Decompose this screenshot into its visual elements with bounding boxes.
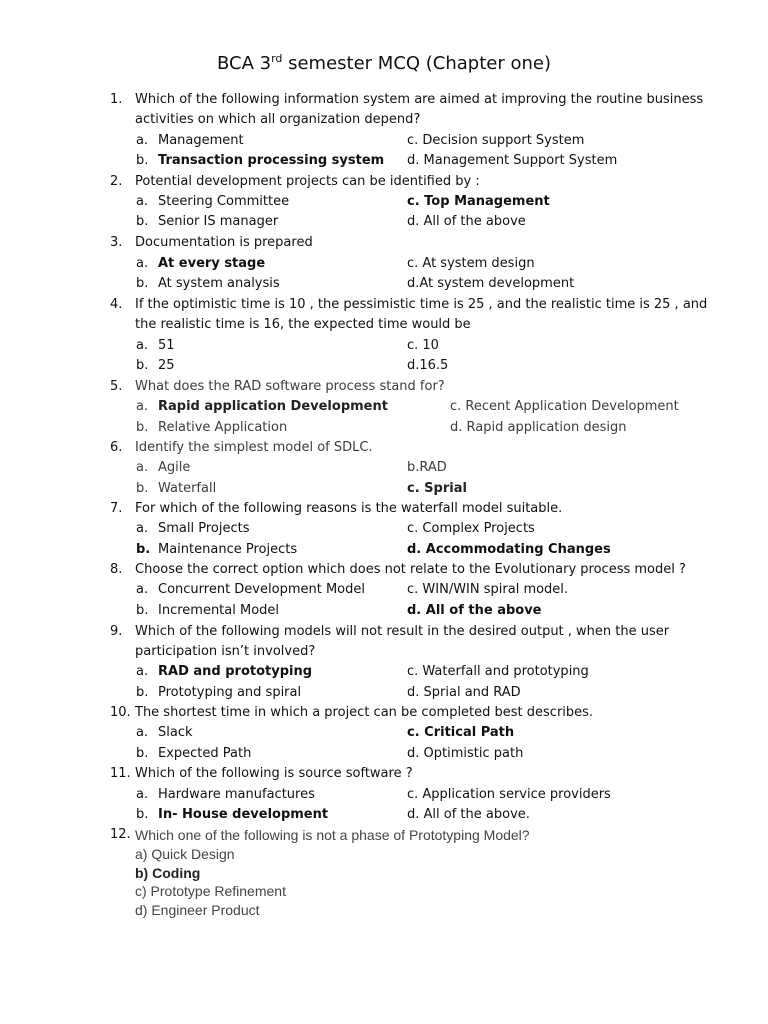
question-4-text-cont: the realistic time is 16, the expected time would be: [135, 317, 471, 332]
question-9-text-cont: participation isn’t involved?: [135, 644, 316, 659]
question-1-text-cont: activities on which all organization depend?: [135, 112, 421, 127]
document-page: BCA 3rd semester MCQ (Chapter one) 1. Which of the following information system are aimed at improving the routine business activities on which all organization depend? a. Management c. Decision support System b. Transaction processing system d. Management Support System 2. Potential development projects can be identified by : a. Steering Committee c. Top Management b. Senior IS manager d. All of the above 3. Documentation is prepared a. At every stage c. At system design b. At system analysis d.At system development 4. If the optimistic time is 10 , the pessimistic time is 25 , and the realistic time is 25 , and the realistic time is 16, the expected time would be a. 51 c. 10 b. 25 d.16.5 5. What does the RAD software process stand for? a. Rapid application Development c. Recent Application Development b. Relative Application d. Rapid application design 6. Identify the simplest model of SDLC. a. Agile b.RAD b. Waterfall c. Sprial 7. For which of the following reasons is the waterfall model suitable. a. Small Projects c. Complex Projects b. Maintenance Projects d. Accommodating Changes 8. Choose the correct option which does not relate to the Evolutionary process model ? a. Concurrent Development Model c. WIN/WIN spiral model. b. Incremental Model d. All of the above 9. Which of the following models will not result in the desired output , when the user participation isn’t involved? a. RAD and prototyping c. Waterfall and prototyping b. Prototyping and spiral d. Sprial and RAD 10. The shortest time in which a project can be completed best describes. a. Slack c. Critical Path b. Expected Path d. Optimistic path 11. Which of the following is source software ? a. Hardware manufactures c. Application service providers b. In- House development d. All of the above. 12. Which one of the following is not a phase of Prototyping Model? a) Quick Design b) Coding c) Prototype Refinement d) Engineer Product: [0, 0, 768, 1024]
page-title: BCA 3rd semester MCQ (Chapter one): [216, 52, 552, 74]
q12-option-d: d) Engineer Product: [135, 902, 260, 918]
q12-option-b: b) Coding: [135, 865, 201, 881]
q12-option-a: a) Quick Design: [135, 846, 235, 862]
q12-option-c: c) Prototype Refinement: [135, 883, 286, 899]
